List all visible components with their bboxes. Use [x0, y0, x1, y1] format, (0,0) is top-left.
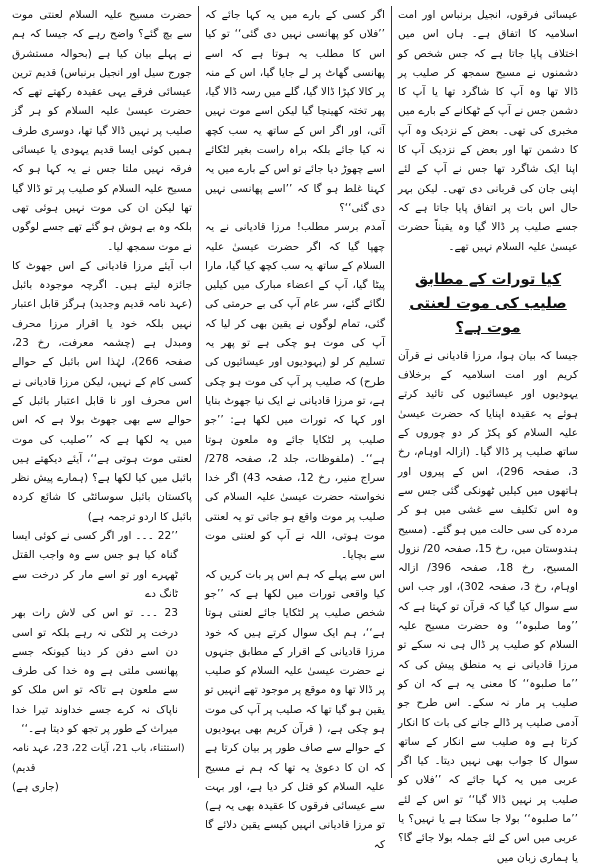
- paragraph: اگر کسی کے بارے میں یہ کہا جائے کہ ’’فلاں کو پھانسی نہیں دی گئی‘‘ تو کیا اس کا مطلب یہ ہوتا ہے کہ اسے پھانسی گھاٹ پر لے جایا گیا، اس کے منہ پر کالا کپڑا ڈالا گیا، گلے میں رسہ ڈالا گیا، پھر تختہ کھینچا گیا لیکن اسے موت نہیں آئی، اور اگر اس کے ساتھ یہ سب کچھ نہ کیا جائے بلکہ براہ راست بغیر لٹکائے اسے چھوڑ دیا جائے تو اس کے بارے میں یہ کہنا غلط ہو گا کہ ’’اسے پھانسی نہیں دی گئی‘‘؟: [205, 9, 385, 214]
- continued-note: (جاری ہے): [12, 780, 59, 793]
- paragraph: آمدم برسر مطلب! مرزا قادیانی نے یہ چھپا گیا کہ اگر حضرت عیسیٰ علیہ السلام کے ساتھ یہ سب کچھ کیا گیا، مارا پیٹا گیا، آپ کے اعضاء مبارک میں کیلیں لگائے گئے، سر عام آپ کی بے حرمتی کی گئی، تمام لوگوں نے یقین بھی کر لیا کہ آپ کی موت ہو چکی ہے تو پھر یہ تسلیم کر لو (یہودیوں اور عیسائیوں کی طرح) کہ صلیب پر آپ کی موت ہو چکی ہے، تو مرزا قادیانی نے ایک نیا جھوٹ بنایا اور کہا کہ تورات میں لکھا ہے: ’’جو صلیب پر لٹکایا جائے وہ ملعون ہوتا ہے‘‘۔ (ملفوظات، جلد 2، صفحہ 278/ سراج منیر، رخ 12، صفحہ 43) اگر خدا نخواستہ حضرت عیسیٰ علیہ السلام کی صلیب پر موت واقع ہو جاتی تو یہ لعنتی موت ہوتی، اللہ نے آپ کو لعنتی موت سے بچایا۔: [205, 221, 385, 562]
- column-middle: [199, 6, 391, 851]
- section-heading: کیا تورات کے مطابق صلیب کی موت لعنتی موت ہے؟: [409, 269, 567, 336]
- column-right: [392, 6, 584, 864]
- column-divider: [198, 6, 199, 778]
- bible-verse: ’’22 ۔۔۔ اور اگر کسی نے کوئی ایسا گناہ کیا ہو جس سے وہ واجب القتل ٹھہرے اور تو اسے مار کر درخت سے ٹانگ دے: [12, 530, 178, 600]
- paragraph: جیسا کہ بیان ہوا، مرزا قادیانی نے قرآن کریم اور امت اسلامیہ کے برخلاف یہودیوں اور عیسائیوں کی تائید کرتے ہوئے یہ عقیدہ اپنایا کہ حضرت عیسیٰ علیہ السلام کو پکڑ کر دو چوروں کے ساتھ صلیب پر ڈالا گیا۔ (ازالہ اوہام، رخ 3، صفحہ 296)، اس کے پیروں اور ہاتھوں میں کیلیں ٹھونکی گئی جس سے وہ اس تکلیف سے غشی میں ہو کر مردہ کی سی حالت میں ہو گئے۔ (مسیح ہندوستان میں، رخ 15، صفحہ 20/ نزول المسیح، رخ 18، صفحہ 396/ ازالہ اوہام، رخ 3، صفحہ 302)، اور جب اس سے سوال کیا گیا کہ قرآن تو کہتا ہے کہ ’’وما صلبوہ‘‘ وہ حضرت مسیح علیہ السلام کو صلیب پر ڈال ہی نہ سکے تو مرزا قادیانی نے یہ منطق پیش کی کہ ’’ما صلبوہ‘‘ کا معنی یہ ہے کہ ان کو صلیب پر مار نہ سکے۔ اس طرح جو آدمی صلیب پر ڈالے جانے کی بات کا انکار کرتا ہے وہ صلیب سے انکار کے ساتھ سوال کا جواب بھی نہیں دیتا۔ کیا اگر عربی میں یہ کہا جائے کہ ’’فلاں کو صلیب پر نہیں ڈالا گیا‘‘ تو اس کے لئے ’’ما صلبوہ‘‘ بولا جا سکتا ہے یا نہیں؟ یا عربی میں اس کے لئے جملہ بولا جائے گا؟ یا ہماری زبان میں: [398, 349, 579, 864]
- paragraph: عیسائی فرقوں، انجیل برنباس اور امت اسلامیہ کا اتفاق ہے۔ ہاں اس میں اختلاف پایا جاتا ہے کہ جس شخص کو دشمنوں نے مسیح سمجھ کر صلیب پر ڈالا تھا وہ آپ کا شاگرد تھا یا آپ کا دشمن جس نے آپ کے ٹھکانے کے بارے میں مخبری کی تھی۔ بعض کے نزدیک وہ آپ کا دشمن تھا اور بعض کے نزدیک آپ کا اپنا ایک شاگرد تھا جس نے آپ کے لئے اپنی جان کی قربانی دی تھی۔ لیکن بہر حال اس بات پر اتفاق پایا جاتا ہے کہ جسے صلیب پر ڈالا گیا وہ یقیناً حضرت عیسیٰ علیہ السلام نہیں تھے۔: [398, 9, 578, 253]
- column-divider: [391, 6, 392, 778]
- verse-reference: (استثناء، باب 21، آیات 22، 23، عہد نامہ قدیم): [12, 743, 185, 774]
- paragraph: اس سے پہلے کہ ہم اس پر بات کریں کہ کیا واقعی تورات میں لکھا ہے کہ ’’جو شخص صلیب پر لٹکایا جائے لعنتی ہوتا ہے‘‘، ہم ایک سوال کرتے ہیں کہ خود مرزا قادیانی کے اقرار کے مطابق جنہوں نے حضرت عیسیٰ علیہ السلام کو صلیب پر ڈالا تھا وہ موقع پر موجود تھے انہیں تو یقین ہو گیا تھا کہ صلیب پر آپ کی موت ہو چکی ہے، ( قرآن کریم بھی یہودیوں کے حوالے سے صاف طور پر بیان کرتا ہے کہ ان کا دعویٰ یہ تھا کہ ہم نے مسیح علیہ السلام کو قتل کر دیا ہے، اور بہت سے عیسائی فرقوں کا عقیدہ بھی یہ ہے) تو مرزا قادیانی انہیں کیسے یقین دلائے گا کہ: [205, 568, 385, 851]
- bible-verse: 23 ۔۔۔ تو اس کی لاش رات بھر درخت پر لٹکی نہ رہے بلکہ تو اسی دن اسے دفن کر دینا کیونکہ جسے پھانسی ملتی ہے وہ خدا کی طرف سے ملعون ہے تاکہ تو اس ملک کو ناپاک نہ کرے جسے خداوند تیرا خدا میراث کے طور پر تجھ کو دیتا ہے۔‘‘: [12, 607, 178, 735]
- column-left: [6, 6, 198, 793]
- paragraph: حضرت مسیح علیہ السلام لعنتی موت سے بچ گئے؟ واضح رہے کہ جیسا کہ ہم نے پہلے بیان کیا ہے (بحوالہ مستشرق جورج سیل اور انجیل برنباس) قدیم ترین عیسائی فرقے یہی عقیدہ رکھتے تھے کہ حضرت عیسیٰ علیہ السلام کو ہر گز صلیب پر نہیں ڈالا گیا تھا، دوسری طرف ہمیں کوئی ایسا قدیم یہودی یا عیسائی فرقہ نہیں ملتا جس نے یہ کہا ہو کہ مسیح علیہ السلام کو صلیب پر تو ڈالا گیا تھا لیکن ان کی موت نہیں ہوئی تھی بلکہ وہ بے ہوش ہو گئے تھے جسے لوگوں نے موت سمجھ لیا۔: [12, 9, 192, 253]
- paragraph: اب آیئے مرزا قادیانی کے اس جھوٹ کا جائزہ لیتے ہیں۔ اگرچہ موجودہ بائبل (عہد نامہ قدیم وجدید) ہرگز قابل اعتبار نہیں بلکہ خود یا اقرار مرزا محرف ومبدل ہے (چشمہ معرفت، رخ 23، صفحہ 266)، لہٰذا اس بائبل کے حوالے کسی کام کے نہیں، لیکن مرزا قادیانی نے اس محرف اور نا قابل اعتبار بائبل کے حوالے سے بھی جھوٹ بولا ہے کہ اس میں یہ لکھا ہے کہ ’’صلیب کی موت لعنتی موت ہوتی ہے‘‘، آیئے دیکھتے ہیں بائبل میں کیا لکھا ہے؟ (ہمارے پیش نظر پاکستان بائبل سوسائٹی کا شائع کردہ بائبل کا اردو ترجمہ ہے): [12, 259, 192, 523]
